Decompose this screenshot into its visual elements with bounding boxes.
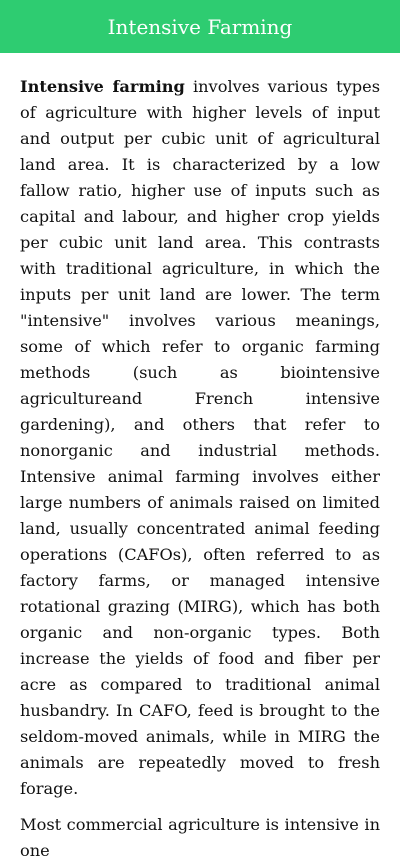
app-header <box>0 0 400 53</box>
article-lead-term: Intensive farming <box>20 77 185 96</box>
article-body <box>0 53 400 860</box>
article-paragraph <box>20 74 380 802</box>
article-paragraph: Most commercial agriculture is intensive in one <box>20 815 380 860</box>
page-title: Intensive Farming <box>107 14 293 39</box>
article-paragraph-text: involves various types of agriculture with higher levels of input and output per cubic unit of agricultural land area. It is characterized by a low fallow ratio, higher use of inputs such as capital and labour, and higher crop yields per cubic unit land area. This contrasts with traditional agriculture, in which the inputs per unit land are lower. The term "intensive" involves various meanings, some of which refer to organic farming methods (such as biointensive agricultureand French intensive gardening), and others that refer to nonorganic and industrial methods. Intensive animal farming involves either large numbers of animals raised on limited land, usually concentrated animal feeding operations (CAFOs), often referred to as factory farms, or managed intensive rotational grazing (MIRG), which has both organic and non-organic types. Both increase the yields of food and fiber per acre as compared to traditional animal husbandry. In CAFO, feed is brought to the seldom-moved animals, while in MIRG the animals are repeatedly moved to fresh forage. <box>20 77 380 798</box>
